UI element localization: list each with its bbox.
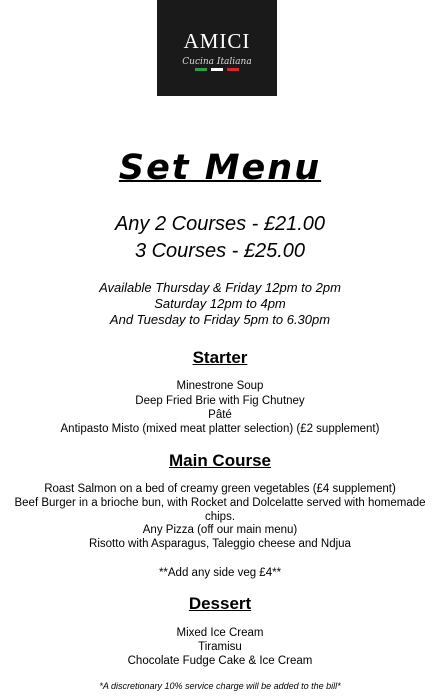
italian-flag-icon [195, 68, 239, 71]
flag-red-stripe [227, 68, 239, 71]
side-veg-note: **Add any side veg £4** [158, 567, 282, 579]
price-three-courses: 3 Courses - £25.00 [134, 240, 306, 262]
menu-item: Mixed Ice Cream [176, 627, 264, 639]
starter-heading: Starter [192, 348, 248, 367]
menu-item: Minestrone Soup [176, 380, 264, 392]
menu-item: Risotto with Asparagus, Taleggio cheese and Ndjua [89, 538, 351, 550]
menu-item: Pâté [208, 409, 232, 421]
menu-item: chips. [204, 511, 236, 523]
availability-line: And Tuesday to Friday 5pm to 6.30pm [109, 312, 331, 327]
availability-line: Saturday 12pm to 4pm [154, 296, 286, 311]
menu-item: Any Pizza (off our main menu) [142, 524, 298, 536]
menu-title: Set Menu [118, 148, 322, 188]
menu-item: Roast Salmon on a bed of creamy green vegetables (£4 supplement) [44, 483, 396, 495]
logo-subtitle: Cucina Italiana [182, 57, 252, 67]
menu-item: Chocolate Fudge Cake & Ice Cream [127, 655, 313, 667]
menu-item: Beef Burger in a brioche bun, with Rocket and Dolcelatte served with homemade [14, 497, 426, 509]
price-two-courses: Any 2 Courses - £21.00 [114, 213, 326, 235]
availability-line: Available Thursday & Friday 12pm to 2pm [99, 280, 341, 295]
menu-item: Deep Fried Brie with Fig Chutney [135, 395, 305, 407]
dessert-heading: Dessert [188, 594, 252, 613]
amici-logo [157, 0, 277, 96]
flag-green-stripe [195, 68, 207, 71]
menu-item: Antipasto Misto (mixed meat platter selection) (£2 supplement) [60, 423, 380, 435]
menu-item: Tiramisu [198, 641, 242, 653]
main-course-heading: Main Course [168, 451, 272, 470]
service-charge-note: *A discretionary 10% service charge will be added to the bill* [99, 681, 341, 691]
logo-name: AMICI [183, 29, 251, 53]
flag-white-stripe [211, 68, 223, 71]
